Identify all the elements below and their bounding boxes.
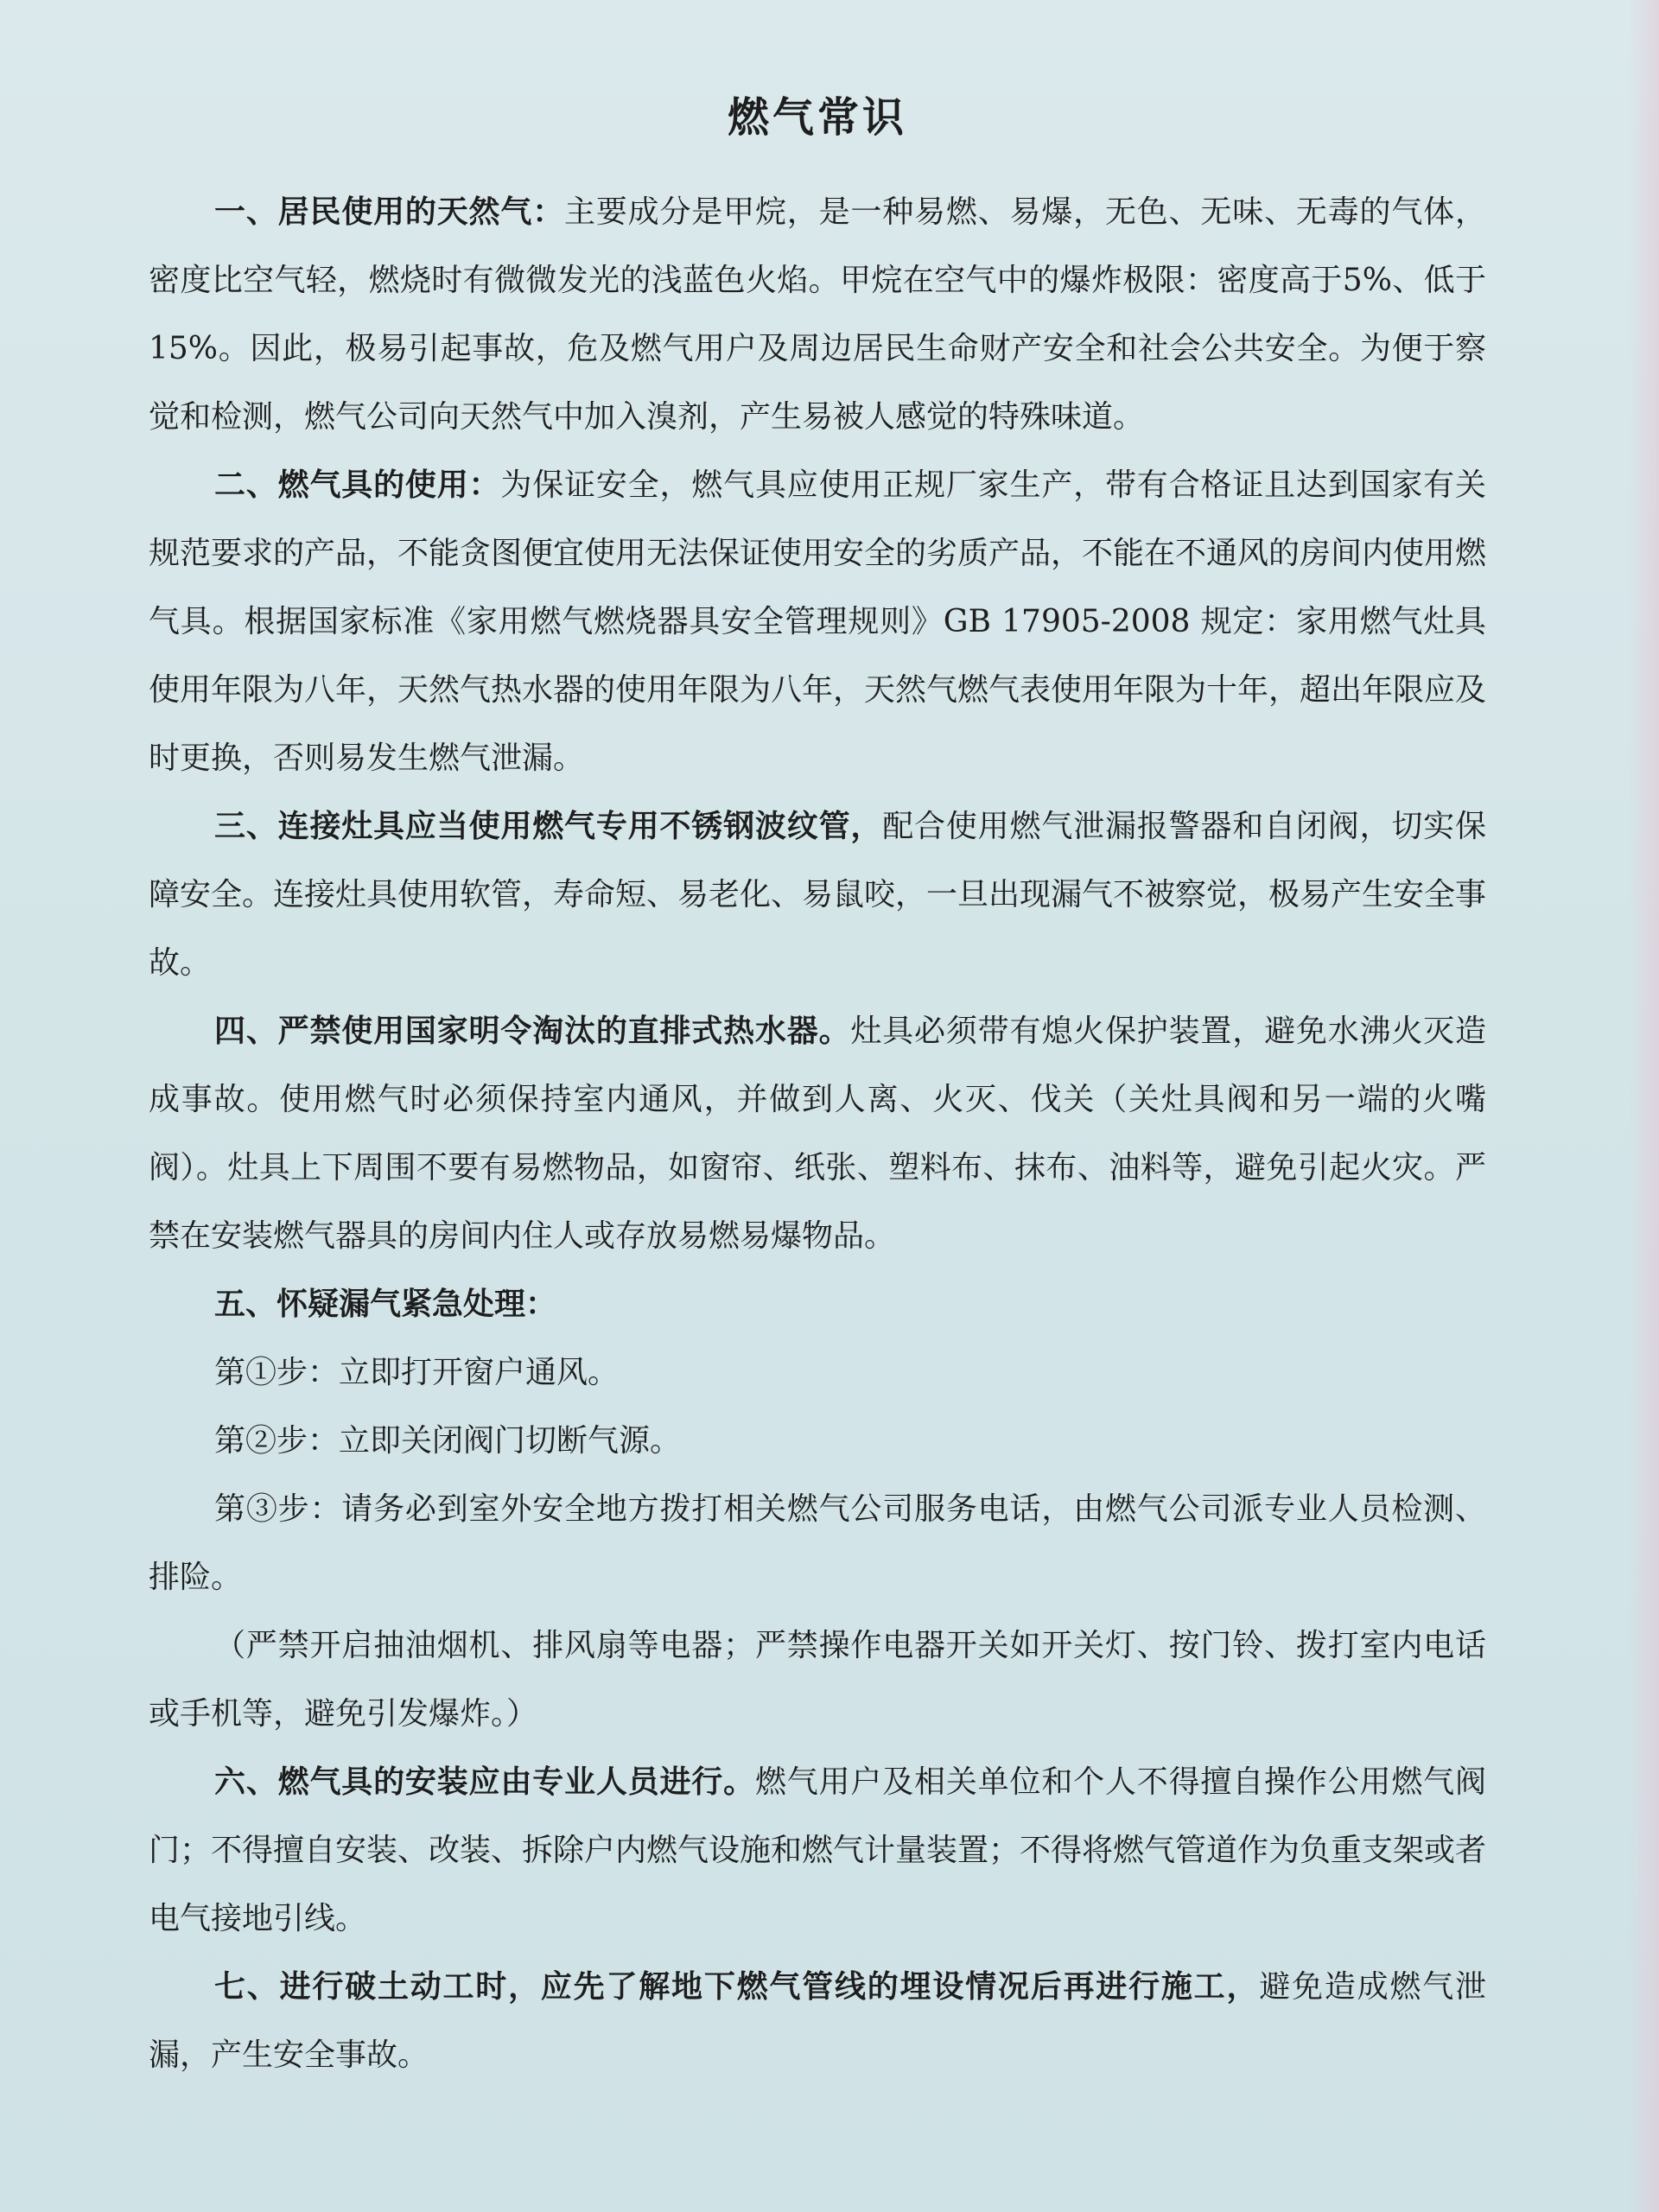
section-7: [149, 1953, 1486, 2089]
section-1-heading: 一、居民使用的天然气：: [214, 194, 565, 230]
section-7-body: 避免造成燃气泄漏，产生安全事故。: [149, 1969, 1486, 2073]
section-4: [149, 997, 1486, 1270]
section-4-heading: 四、严禁使用国家明令淘汰的直排式热水器。: [214, 1014, 851, 1049]
section-3-heading: 三、连接灶具应当使用燃气专用不锈钢波纹管，: [214, 809, 883, 844]
section-1: [149, 178, 1486, 451]
section-5: [149, 1270, 1486, 1338]
document-title: 燃气常识: [727, 93, 907, 142]
section-5-heading: 五、怀疑漏气紧急处理：: [214, 1287, 557, 1322]
paper-edge-shadow: [1628, 0, 1659, 2212]
emergency-note: （严禁开启抽油烟机、排风扇等电器；严禁操作电器开关如开关灯、按门铃、拨打室内电话或手机等，避免引发爆炸。）: [149, 1628, 1486, 1732]
section-7-heading: 七、进行破土动工时，应先了解地下燃气管线的埋设情况后再进行施工，: [214, 1969, 1260, 2005]
section-6-body: 燃气用户及相关单位和个人不得擅自操作公用燃气阀门；不得擅自安装、改装、拆除户内燃气设施和燃气计量装置；不得将燃气管道作为负重支架或者电气接地引线。: [149, 1764, 1487, 1936]
section-4-body: 灶具必须带有熄火保护装置，避免水沸火灭造成事故。使用燃气时必须保持室内通风，并做到人离、火灭、伐关（关灶具阀和另一端的火嘴阀）。灶具上下周围不要有易燃物品，如窗帘、纸张、塑料布、抹布、油料等，避免引起火灾。严禁在安装燃气器具的房间内住人或存放易燃易爆物品。: [149, 1014, 1486, 1254]
section-2-heading: 二、燃气具的使用：: [214, 467, 501, 503]
section-6: [149, 1748, 1486, 1953]
section-1-body: 主要成分是甲烷，是一种易燃、易爆，无色、无味、无毒的气体，密度比空气轻，燃烧时有微微发光的浅蓝色火焰。甲烷在空气中的爆炸极限：密度高于5%、低于15%。因此，极易引起事故，危及燃气用户及周边居民生命财产安全和社会公共安全。为便于察觉和检测，燃气公司向天然气中加入溴剂，产生易被人感觉的特殊味道。: [149, 194, 1486, 435]
emergency-step-2: 第②步：立即关闭阀门切断气源。: [214, 1423, 682, 1459]
emergency-step-3: 第③步：请务必到室外安全地方拨打相关燃气公司服务电话，由燃气公司派专业人员检测、排险。: [149, 1491, 1486, 1595]
section-2-body: 为保证安全，燃气具应使用正规厂家生产，带有合格证且达到国家有关规范要求的产品，不能贪图便宜使用无法保证使用安全的劣质产品，不能在不通风的房间内使用燃气具。根据国家标准《家用燃气燃烧器具安全管理规则》GB 17905-2008 规定：家用燃气灶具使用年限为八年，天然气热水器的使用年限为八年，天然气燃气表使用年限为十年，超出年限应及时更换，否则易发生燃气泄漏。: [149, 467, 1487, 776]
section-6-heading: 六、燃气具的安装应由专业人员进行。: [214, 1764, 755, 1800]
emergency-step-1: 第①步：立即打开窗户通风。: [214, 1355, 620, 1390]
section-3: [149, 792, 1486, 997]
section-3-body: 配合使用燃气泄漏报警器和自闭阀，切实保障安全。连接灶具使用软管，寿命短、易老化、易鼠咬，一旦出现漏气不被察觉，极易产生安全事故。: [149, 809, 1487, 981]
section-2: [149, 451, 1486, 792]
